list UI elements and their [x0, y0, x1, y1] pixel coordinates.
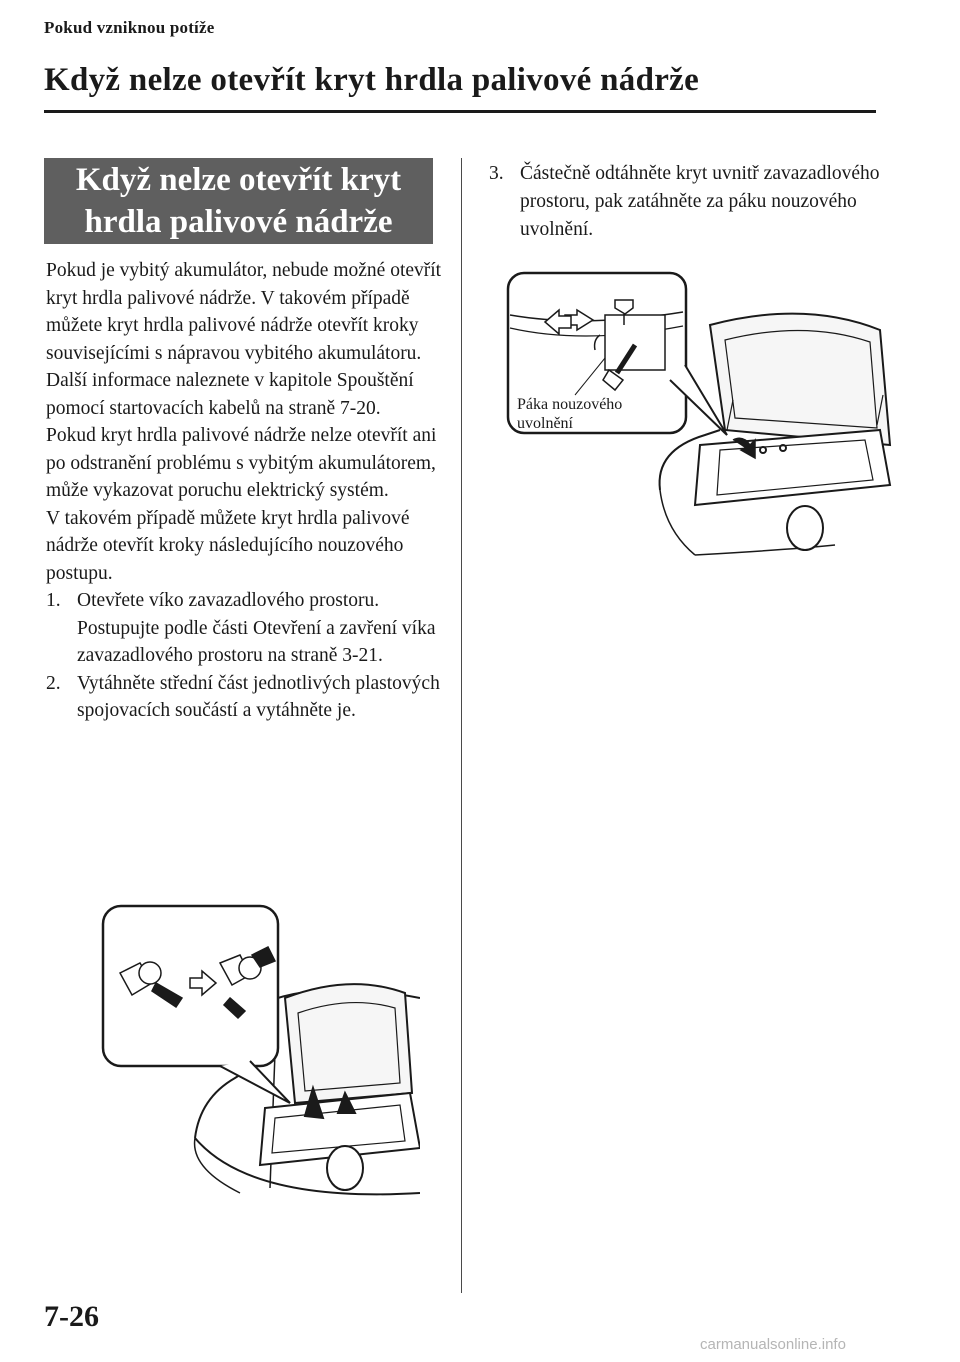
step-item: [46, 587, 456, 670]
paragraph: Další informace naleznete v kapitole Spouštění pomocí startovacích kabelů na straně 7-20.: [46, 370, 414, 419]
step-text: Vytáhněte střední část jednotlivých plastových spojovacích součástí a vytáhněte je.: [77, 672, 440, 721]
title-rule: [44, 110, 876, 113]
paragraph: Pokud je vybitý akumulátor, nebude možné otevřít kryt hrdla palivové nádrže. V takovém případě můžete kryt hrdla palivové nádrže otevřít kroky souvisejícími s nápravou vybitého akumulátoru.: [46, 260, 442, 364]
step-item: [489, 160, 889, 244]
left-column-text: [46, 257, 456, 725]
page-title: Když nelze otevřít kryt hrdla palivové nádrže: [44, 62, 700, 98]
step-text: Částečně odtáhněte kryt uvnitř zavazadlového prostoru, pak zatáhněte za páku nouzového uvolnění.: [520, 163, 880, 240]
step-item: [46, 670, 456, 725]
paragraph: Pokud kryt hrdla palivové nádrže nelze otevřít ani po odstranění problému s vybitým akumulátorem, může vykazovat poruchu elektrický systém.: [46, 425, 437, 501]
trunk-clips-illustration: [100, 903, 420, 1203]
step-number: 1.: [46, 590, 61, 611]
column-divider: [461, 158, 462, 1293]
step-text: Otevřete víko zavazadlového prostoru. Postupujte podle části Otevření a zavření víka zavazadlového prostoru na straně 3-21.: [77, 590, 436, 666]
step-number: 3.: [489, 163, 504, 184]
callout-label: Páka nouzového uvolnění: [517, 396, 623, 432]
page-number: 7-26: [44, 1300, 99, 1333]
section-label: Pokud vzniknou potíže: [44, 18, 215, 37]
watermark: carmanualsonline.info: [700, 1336, 846, 1353]
paragraph: V takovém případě můžete kryt hrdla palivové nádrže otevřít kroky následujícího nouzového postupu.: [46, 507, 410, 584]
right-column-text: [489, 160, 889, 244]
section-heading-box: [44, 158, 433, 244]
section-heading: Když nelze otevřít kryt hrdla palivové nádrže: [75, 162, 402, 240]
step-number: 2.: [46, 672, 61, 694]
